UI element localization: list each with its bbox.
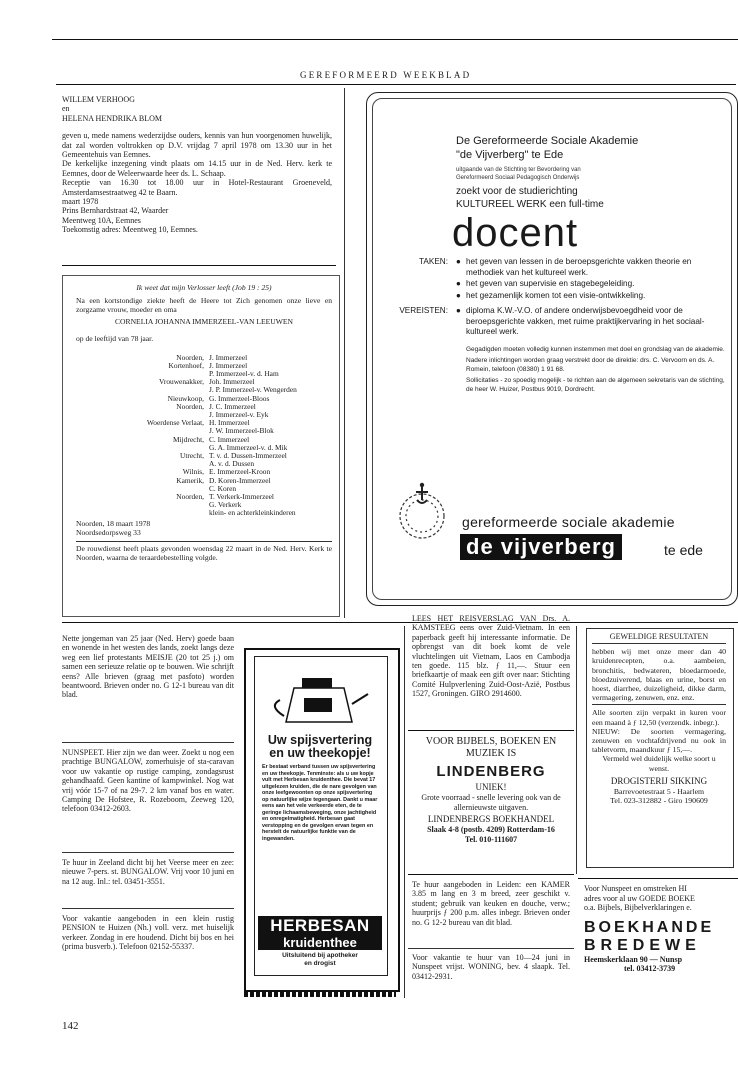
herbesan-border-strip: [244, 992, 396, 997]
akademie-title-2: "de Vijverberg" te Ede: [456, 149, 564, 161]
relative-name: H. Immerzeel: [209, 418, 250, 428]
relative-place: [76, 501, 209, 509]
obituary-date: Noorden, 18 maart 1978: [76, 518, 151, 528]
logo-text-3: te ede: [664, 542, 703, 558]
ad-lindenberg: VOOR BIJBELS, BOEKEN EN MUZIEK IS LINDENBERG UNIEK! Grote voorraad - snelle levering ook van de allernieuwste uitgaven. LINDENBERGS BOEKHANDEL Slaak 4-8 (postb. 4209) Rotterdam-16 Tel. 010-111607: [421, 736, 561, 844]
relative-row: [76, 493, 332, 501]
akademie-sub-1: uitgaande van de Stichting ter Bevordering van: [456, 167, 581, 173]
akademie-emblem-icon: [386, 478, 458, 550]
herbesan-brand: HERBESAN kruidenthee: [258, 916, 382, 950]
future-address: Toekomstig adres: Meentweg 10, Eemnes.: [62, 225, 198, 235]
marriage-date: maart 1978: [62, 197, 99, 207]
relative-place: Woerdense Verlaat,: [146, 418, 204, 428]
ad-zeeland: Te huur in Zeeland dicht bij het Veerse meer en zee: nieuwe 7-pers. st. BUNGALOW. Vrij voor 10 juni en na 12 aug. Inl.: tel. 03451-3551.: [62, 858, 234, 886]
taken-item: [456, 291, 726, 302]
ad-jongeman: Nette jongeman van 25 jaar (Ned. Herv) goede baan en wonende in het westen des lands, zoekt langs deze weg een lief protestants MEISJE (20 tot 25 j.) om samen een serieuze relatie op te bouwen. Wie schrijft eens? Alle brieven (graag met pasfoto) worden beantwoord. Brieven onder no. G 12-1 bureau van dit blad.: [62, 634, 234, 700]
relative-row: [76, 419, 332, 427]
logo-text-1: gereformeerde sociale akademie: [462, 514, 675, 530]
relative-row: [76, 444, 332, 452]
relative-place: Mijdrecht,: [173, 434, 204, 444]
vereisten-text: diploma K.W.-V.O. of andere onderwijsbevoegdheid voor de beroepsgerichte vakken, met ruime praktijkervaring in het sociaal-kultureel werk.: [466, 306, 705, 336]
relative-name: klein- en achterkleinkinderen: [209, 508, 296, 518]
taken-text: het gezamenlijk komen tot een visie-ontwikkeling.: [466, 290, 646, 300]
info-1: Gegadigden moeten volledig kunnen instemmen met doel en grondslag van de akademie.: [466, 345, 725, 353]
obituary: [76, 284, 332, 563]
obituary-intro: Na een kortstondige ziekte heeft de Heere tot Zich genomen onze lieve en zorgzame vrouw, moeder en oma: [76, 295, 332, 314]
relative-name: J. P. Immerzeel-v. Wengerden: [209, 385, 297, 395]
relative-place: Wilnis,: [182, 467, 204, 477]
and-word: en: [62, 104, 70, 114]
relative-row: [76, 452, 332, 460]
obituary-address: Noordsedorpsweg 33: [76, 527, 141, 537]
page-number: 142: [62, 1020, 79, 1032]
ad-reisverslag: LEES HET REISVERSLAG VAN Drs. A. KAMSTEEG eens over Zuid-Vietnam. In een paperback geeft hij interessante informatie. De opbrengst van dit boek komt de vele vluchtelingen uit Vietnam, Laos en Cambodja ten goede. 115 blz. ƒ 11,—. Stuur een briefkaartje of maak een gift over naar: Stichting Comité Hulpverlening Zuid-Oost-Azië, Postbus 1527, Groningen. GIRO 2914600.: [412, 614, 570, 699]
relative-place: Noorden,: [176, 352, 204, 362]
relative-name: J. C. Immerzeel: [209, 401, 256, 411]
bullet-icon: ●: [456, 306, 461, 315]
herbesan-headline: Uw spijsvertering en uw theekopje!: [267, 733, 373, 760]
akademie-title-1: De Gereformeerde Sociale Akademie: [456, 135, 639, 147]
column-divider: [576, 626, 577, 874]
akademie-seek-2: KULTUREEL WERK een full-time: [456, 199, 604, 210]
ad-bredewe: Voor Nunspeet en omstreken HI adres voor al uw GOEDE BOEKE o.a. Bijbels, Bijbelverklaringen e. BOEKHANDE BREDEWE Heemskerklaan 90 — Nunsp tel. 03412-3739: [584, 884, 715, 973]
relative-place: Noorden,: [176, 491, 204, 501]
teapot-icon: [264, 664, 376, 734]
relative-row: [76, 436, 332, 444]
relative-name: E. Immerzeel-Kroon: [209, 467, 271, 477]
relative-place: Vrouwenakker,: [158, 377, 204, 387]
relative-name: J. Immerzeel: [209, 360, 248, 370]
column-divider: [344, 88, 345, 618]
relatives-list: [76, 354, 332, 518]
ad-rule: [62, 852, 234, 853]
ad-rule: [578, 878, 738, 879]
relative-name: G. Verkerk: [209, 500, 242, 510]
relative-name: D. Koren-Immerzeel: [209, 475, 271, 485]
herbesan-footer: Uitsluitend bij apotheker en drogist: [282, 952, 358, 967]
relative-row: [76, 427, 332, 435]
relative-row: [76, 411, 332, 419]
ad-nunspeet: NUNSPEET. Hier zijn we dan weer. Zoekt u nog een prachtige BUNGALOW, zomerhuisje of sta-caravan voor uw vakantie op rustige camping, zondagsrust gehandhaafd. Geen kantine of kampwinkel. Nog wat vrij vóór 15-7 of na 29-7. 2 km vanaf bos en water. Camping De Hofstee, R. Rozeboom, Zeeweg 120, telefoon 03412-2603.: [62, 748, 234, 814]
relative-name: J. Immerzeel-v. Eyk: [209, 409, 269, 419]
relative-place: Kortenhoef,: [168, 360, 204, 370]
vereisten-label: VEREISTEN:: [399, 306, 448, 315]
header-rule: [56, 84, 736, 85]
relative-name: P. Immerzeel-v. d. Ham: [209, 368, 279, 378]
info-3: Sollicitaties - zo spoedig mogelijk - te richten aan de algemeen sekretaris van de stichting, de heer W. Huizer, Postbus 9019, Dordrecht.: [466, 377, 725, 393]
relative-place: Kamerik,: [176, 475, 204, 485]
relative-row: [76, 395, 332, 403]
ad-leiden: Te huur aangeboden in Leiden: een KAMER 3.85 m lang en 3 m breed, zeer geschikt v. student; gebruik van keuken en douche, verw.; huurprijs ƒ 200 p.m. alles inbegr. Brieven onder no. G 12-2 bureau van dit blad.: [412, 880, 570, 927]
taken-text: het geven van supervisie en stagebegeleiding.: [466, 279, 635, 288]
bible-quote: Ik weet dat mijn Verlosser leeft (Job 19 : 25): [136, 283, 272, 292]
bride-name: HELENA HENDRIKA BLOM: [62, 113, 162, 123]
taken-label: TAKEN:: [419, 257, 448, 266]
deceased-age: op de leeftijd van 78 jaar.: [76, 333, 154, 343]
ad-rule: [408, 730, 574, 731]
relative-name: G. Immerzeel-Bloos: [209, 393, 270, 403]
taken-item: [456, 257, 726, 278]
relative-place: [76, 509, 209, 517]
logo-text-2: de vijverberg: [460, 534, 622, 560]
relative-row: [76, 403, 332, 411]
bullet-icon: ●: [456, 257, 461, 266]
ad-pension: Voor vakantie aangeboden in een klein rustig PENSION te Huizen (Nh.) voll. verz. met huiselijk verkeer. Zondag in ere houdend. Dicht bij bos en hei (prima busverb.). Telefoon 02152-55337.: [62, 914, 234, 952]
relative-place: Noorden,: [176, 401, 204, 411]
marriage-notice: [62, 95, 332, 235]
top-rule: [52, 39, 738, 40]
marriage-body-2: De kerkelijke inzegening vindt plaats om 14.15 uur in de Ned. Herv. kerk te Eemnes, door de Weleerwaarde heer ds. L. Schaap.: [62, 159, 332, 178]
relative-row: [76, 460, 332, 468]
bullet-icon: ●: [456, 290, 461, 300]
relative-name: J. Immerzeel: [209, 352, 248, 362]
taken-list: [456, 257, 726, 302]
relative-name: J. W. Immerzeel-Blok: [209, 426, 274, 436]
relative-row: [76, 370, 332, 378]
taken-text: het geven van lessen in de beroepsgerichte vakken theorie en methodiek van het kultureel werk.: [466, 257, 692, 277]
relative-name: C. Immerzeel: [209, 434, 250, 444]
ad-resultaten: GEWELDIGE RESULTATEN hebben wij met onze meer dan 40 kruidenrecepten, o.a. aambeien, bronchitis, bedwateren, bloedarmoede, bloedzuiverend, blaas en urine, borst en hoest, diarrhee, duizeligheid, dikke darm, vermagering, zenuwen, enz. enz. Alle soorten zijn verpakt in kuren voor een maand à ƒ 12,50 (verzendk. inbegr.). NIEUW: De soorten vermagering, zenuwen en vochtafdrijvend nu ook in tabletvorm, maandkuur ƒ 15,—. Vermeld wel duidelijk welke soort u wenst. DROGISTERIJ SIKKING Barrevoetestraat 5 - Haarlem Tel. 023-312882 - Giro 190609: [592, 632, 726, 806]
taken-item: [456, 279, 726, 290]
relative-name: G. A. Immerzeel-v. d. Mik: [209, 442, 288, 452]
herbesan-body: Er bestaat verband tussen uw spijsvertering en uw theekopje. Tenminste: als u uw kopje vult met Herbesan kruidenthee. Die bevat 17 uitgelezen kruiden, die de nare gevolgen van onze leefgewoonten op onze spijsvertering op natuurlijke wijze tegengaan. Dankt u maar eens aan het vele verkeerde eten, de te geringe lichaamsbeweging, onze jachtigheid en onregelmatigheid. Herbesan gaat verstopping en de gevolgen ervan tegen en herstelt de natuurlijke funktie van de ingewanden.: [262, 764, 378, 842]
ad-rule: [62, 908, 234, 909]
akademie-sub-2: Gereformeerd Sociaal Pedagogisch Onderwijs: [456, 175, 580, 181]
relative-row: [76, 354, 332, 362]
relative-name: Joh. Immerzeel: [209, 377, 255, 387]
marriage-body: geven u, mede namens wederzijdse ouders, kennis van hun voorgenomen huwelijk, dat zal worden voltrokken op D.V. vrijdag 7 april 1978 om 13.30 uur in het Gemeentehuis van Eemnes.: [62, 131, 332, 160]
akademie-seek-1: zoekt voor de studierichting: [456, 186, 578, 197]
address-2: Meentweg 10A, Eemnes: [62, 215, 141, 225]
section-rule: [62, 622, 738, 623]
groom-name: WILLEM VERHOOG: [62, 95, 135, 104]
relative-row: [76, 477, 332, 485]
relative-row: [76, 362, 332, 370]
address-1: Prins Bernhardstraat 42, Waarder: [62, 206, 169, 216]
deceased-name: CORNELIA JOHANNA IMMERZEEL-VAN LEEUWEN: [114, 316, 294, 326]
relative-name: C. Koren: [209, 483, 237, 493]
funeral-note: De rouwdienst heeft plaats gevonden woensdag 22 maart in de Ned. Herv. Kerk te Noorden, waarna de teraardebestelling volgde.: [76, 544, 332, 563]
running-header: GEREFORMEERD WEEKBLAD: [300, 70, 472, 80]
ad-rule: [408, 874, 574, 875]
relative-name: A. v. d. Dussen: [209, 459, 255, 469]
info-2: Nadere inlichtingen worden graag verstrekt door de direktie: drs. C. Vervoorn en ds. A. Romein, telefoon (08380) 1 91 68.: [466, 357, 715, 373]
docent-heading: docent: [452, 211, 579, 255]
column-divider: [404, 626, 405, 998]
relative-row: [76, 386, 332, 394]
relative-place: Utrecht,: [179, 450, 204, 460]
relative-place: Nieuwkoop,: [167, 393, 204, 403]
relative-name: T. Verkerk-Immerzeel: [209, 491, 274, 501]
ad-rule: [408, 948, 574, 949]
relative-row: [76, 485, 332, 493]
ad-rule: [62, 742, 234, 743]
bullet-icon: ●: [456, 279, 461, 288]
relative-name: T. v. d. Dussen-Immerzeel: [209, 450, 287, 460]
ad-nunspeet-woning: Voor vakantie te huur van 10—24 juni in Nunspeet vrijst. WONING, bev. 4 slaapk. Tel. 03412-2931.: [412, 953, 570, 981]
relative-row: [76, 468, 332, 476]
relative-row: [76, 509, 332, 517]
marriage-body-3: Receptie van 16.30 tot 18.00 uur in Hotel-Restaurant Groeneveld, Amsterdamsestraatweg 42 te Baarn.: [62, 178, 332, 197]
notice-separator: [62, 265, 336, 266]
akademie-ad: [380, 134, 726, 394]
